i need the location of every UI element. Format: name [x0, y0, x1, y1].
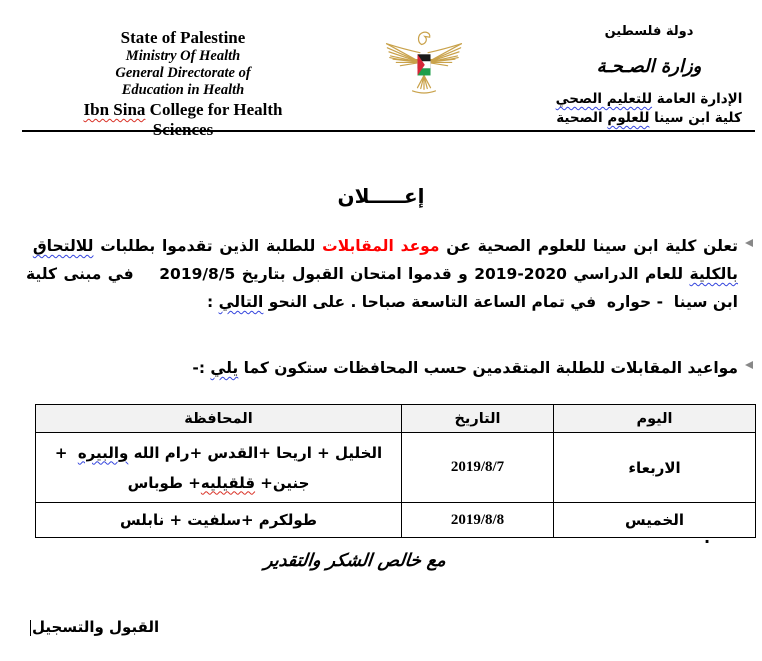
paragraph1-gap: [26, 237, 33, 255]
college-name-en-rest: College for Health Sciences: [145, 100, 283, 139]
state-name-en: State of Palestine: [120, 28, 246, 47]
paragraph1-colon: :: [206, 293, 219, 311]
table-row: [36, 433, 756, 503]
college-name-ar: [540, 109, 758, 128]
column-header-day: اليوم: [554, 405, 756, 433]
governorate-list-text: الخليل + اريحا +القدس +رام الله: [128, 443, 383, 462]
college-name-en-misspelled: Ibn Sina: [83, 100, 146, 119]
table-header-row: [36, 405, 756, 433]
announcement-paragraph: [26, 232, 738, 316]
table-row: [36, 503, 756, 538]
state-name-ar: دولة فلسطين: [604, 24, 694, 39]
signature-text: القبول والتسجيل: [32, 618, 160, 636]
column-header-governorate: المحافظة: [36, 405, 402, 433]
schedule-intro-line: [26, 355, 738, 381]
paragraph2-text: مواعيد المقابلات للطلبة المتقدمين حسب المحافظات ستكون كما: [238, 359, 738, 377]
date-cell: 2019/8/7: [402, 433, 554, 503]
paragraph2-flagged-word: يلي: [210, 359, 239, 377]
governorate-cell: طولكرم +سلفيت + نابلس: [36, 503, 402, 538]
governorate-list-text3: + طوباس: [127, 473, 201, 492]
directorate-name-ar: [540, 90, 758, 109]
paragraph1-flagged-word3: التالي: [218, 293, 264, 311]
paragraph1-text: تعلن كلية ابن سينا للعلوم الصحية عن: [439, 237, 738, 255]
letterhead-arabic: [540, 24, 758, 128]
college-name-ar-text2: الصحية: [556, 110, 608, 126]
paragraph2-bullet-icon: [745, 361, 753, 369]
governorate-list-text2: + جنين+: [54, 443, 310, 492]
governorate-cell: [36, 433, 402, 503]
interview-date-highlight: موعد المقابلات: [322, 237, 440, 255]
ministry-name-en: Ministry Of Health: [125, 48, 241, 64]
day-cell: الخميس: [554, 503, 756, 538]
governorate-flagged-blue: والبيره: [77, 443, 129, 462]
college-name-en: [52, 100, 314, 140]
paragraph1-text2: للطلبة الذين تقدموا بطلبات: [93, 237, 323, 255]
column-header-date: التاريخ: [402, 405, 554, 433]
interview-schedule-table: [35, 404, 756, 538]
governorate-flagged-red: قلقيليه: [200, 473, 256, 492]
day-cell: الاربعاء: [554, 433, 756, 503]
date-cell: 2019/8/8: [402, 503, 554, 538]
palestine-eagle-emblem-icon: [383, 25, 465, 95]
text-cursor: [30, 620, 31, 636]
closing-thanks: مع خالص الشكر والتقدير: [263, 551, 447, 571]
college-name-ar-text: كلية ابن سينا: [649, 110, 742, 126]
palestine-flag-shield: [417, 54, 430, 75]
directorate-name-en-line2: Education in Health: [121, 82, 245, 98]
ministry-name-ar: وزارة الصـحـة: [596, 56, 702, 77]
announcement-title: إعـــــلان: [337, 184, 425, 208]
paragraph1-flagged-word1: للالتحاق: [32, 237, 94, 255]
signature-admissions: [30, 618, 159, 636]
college-name-ar-flagged: للعلوم: [607, 110, 650, 126]
paragraph2-dash: :-: [192, 359, 211, 377]
directorate-name-ar-flagged: للتعليم الصحي: [555, 91, 653, 107]
paragraph1-flagged-word2: بالكلية: [689, 265, 738, 283]
paragraph1-bullet-icon: [745, 239, 753, 247]
directorate-name-ar-text: الإدارة العامة: [652, 91, 743, 107]
letterhead-divider: [22, 130, 755, 132]
paragraph1-text3: للعام الدراسي 2020-2019 و قدموا امتحان القبول بتاريخ 2019/8/5 في مبنى كلية ابن سينا - حواره في تمام الساعة التاسعة صباحا . على النحو: [26, 265, 738, 311]
letterhead-english: [52, 28, 314, 140]
stray-period: .: [704, 528, 711, 547]
directorate-name-en-line1: General Directorate of: [115, 65, 251, 81]
